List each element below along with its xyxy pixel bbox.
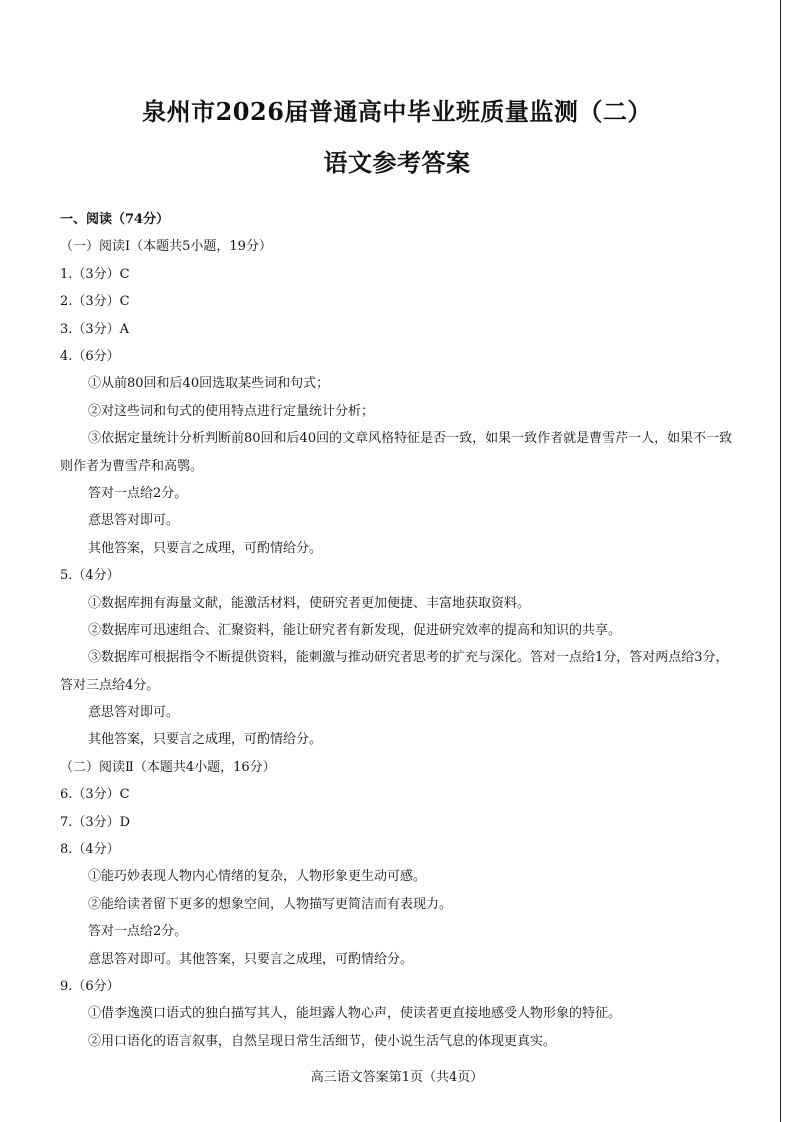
answer-q9-label: 9.（6分）	[60, 979, 120, 994]
scoring-note: 答对一点给2分。	[88, 924, 188, 940]
answer-q4-label: 4.（6分）	[60, 348, 120, 364]
answer-q5-point: ①数据库拥有海量文献，能激活材料，使研究者更加便捷、丰富地获取资料。	[88, 595, 531, 611]
scoring-note: 意思答对即可。	[88, 513, 180, 529]
answer-q5-label: 5.（4分）	[60, 568, 120, 584]
scoring-note: 意思答对即可。	[88, 705, 180, 721]
answer-q1: 1.（3分）C	[60, 266, 130, 282]
answer-q4-point: ②对这些词和句式的使用特点进行定量统计分析；	[88, 403, 375, 419]
page-footer: 高三语文答案第1页（共4页）	[310, 1070, 484, 1085]
answer-q6: 6.（3分）C	[60, 787, 130, 803]
scoring-note: 意思答对即可。其他答案，只要言之成理，可酌情给分。	[88, 951, 414, 967]
part-heading: （一）阅读Ⅰ（本题共5小题，19分）	[60, 239, 272, 255]
answer-q8-point: ②能给读者留下更多的想象空间，人物描写更简洁而有表现力。	[88, 896, 453, 912]
answer-q7: 7.（3分）D	[60, 814, 131, 830]
answer-q9-point: ①借李逸漠口语式的独白描写其人，能坦露人物心声，使读者更直接地感受人物形象的特征。	[88, 1006, 622, 1022]
answer-q5-point: ②数据库可迅速组合、汇聚资料，能让研究者有新发现，促进研究效率的提高和知识的共享。	[88, 622, 622, 638]
answer-q4-point: ③依据定量统计分析判断前80回和后40回的文章风格特征是否一致，如果一致作者就是曹雪芹一人，如果不一致则作者为曹雪芹和高鹗。	[60, 431, 733, 474]
scoring-note: 其他答案，只要言之成理，可酌情给分。	[88, 540, 323, 556]
part-heading: （二）阅读Ⅱ（本题共4小题，16分）	[60, 759, 276, 775]
scoring-note: 答对一点给2分。	[88, 485, 188, 501]
answer-q4-point: ①从前80回和后40回选取某些词和句式；	[88, 376, 330, 392]
scoring-note: 其他答案，只要言之成理，可酌情给分。	[88, 732, 323, 748]
section-heading: 一、阅读（74分）	[60, 212, 170, 227]
answer-q8-label: 8.（4分）	[60, 842, 120, 858]
document-title: 泉州市2026届普通高中毕业班质量监测（二）	[142, 97, 652, 126]
answer-q9-point: ②用口语化的语言叙事，自然呈现日常生活细节，使小说生活气息的体现更真实。	[88, 1033, 557, 1049]
answer-q2: 2.（3分）C	[60, 294, 130, 310]
answer-q5-point: ③数据库可根据指令不断提供资料，能刺激与推动研究者思考的扩充与深化。答对一点给1分，答对两点给3分，答对三点给4分。	[60, 650, 729, 693]
document-subtitle: 语文参考答案	[323, 148, 471, 177]
answer-q3: 3.（3分）A	[60, 321, 130, 337]
answer-content	[60, 206, 740, 1055]
answer-q8-point: ①能巧妙表现人物内心情绪的复杂，人物形象更生动可感。	[88, 869, 427, 885]
